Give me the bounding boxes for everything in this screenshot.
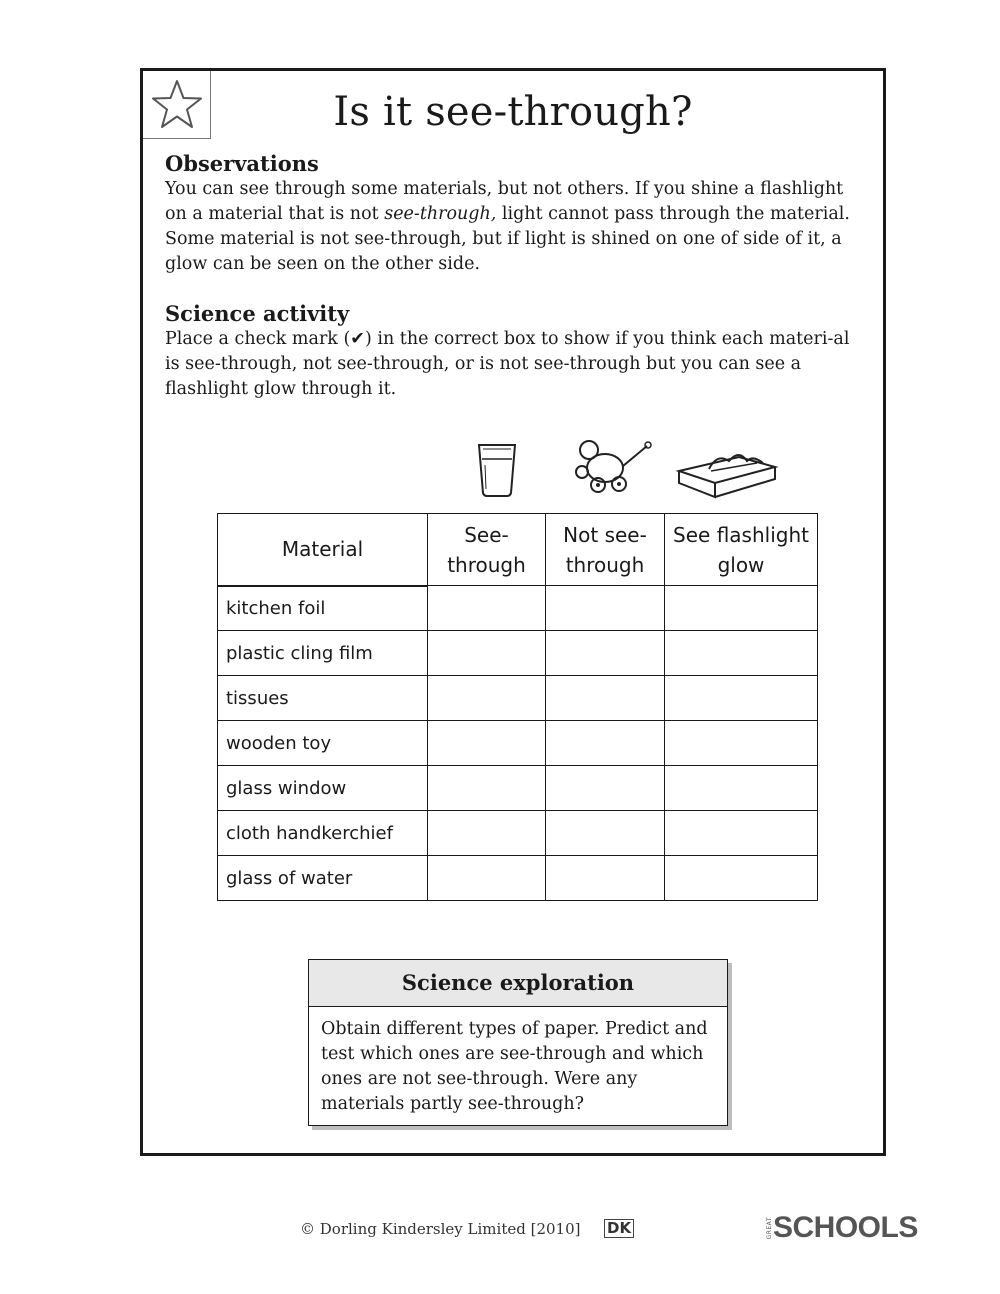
checkbox-cell-not-see-through[interactable] — [546, 721, 665, 766]
material-name: cloth handkerchief — [218, 811, 428, 856]
checkbox-cell-see-through[interactable] — [428, 586, 546, 631]
checkbox-cell-not-see-through[interactable] — [546, 631, 665, 676]
checkbox-cell-not-see-through[interactable] — [546, 676, 665, 721]
wooden-toy-icon — [569, 436, 653, 498]
checkbox-cell-glow[interactable] — [665, 721, 818, 766]
table-row — [218, 721, 818, 766]
worksheet — [140, 68, 886, 1156]
checkbox-cell-glow[interactable] — [665, 856, 818, 901]
emphasis-term: see-through, — [384, 204, 497, 224]
activity-section — [165, 301, 865, 402]
logo-brand-text: SCHOOLS — [773, 1211, 918, 1244]
table-row — [218, 631, 818, 676]
checkbox-cell-not-see-through[interactable] — [546, 586, 665, 631]
table-row — [218, 856, 818, 901]
dk-logo: DK — [604, 1219, 634, 1238]
logo-small-text: GREAT — [766, 1216, 773, 1240]
table-row — [218, 811, 818, 856]
material-name: kitchen foil — [218, 586, 428, 631]
checkbox-cell-see-through[interactable] — [428, 631, 546, 676]
checkbox-cell-glow[interactable] — [665, 586, 818, 631]
activity-text: Place a check mark (✔) in the correct box to show if you think each materi-al is see-through, not see-through, or is not see-through but you can see a flashlight glow through it. — [165, 329, 850, 399]
table-row — [218, 676, 818, 721]
material-name: plastic cling film — [218, 631, 428, 676]
material-name: glass of water — [218, 856, 428, 901]
observations-heading: Observations — [165, 151, 319, 176]
checkbox-cell-see-through[interactable] — [428, 766, 546, 811]
page-title: Is it see-through? — [333, 89, 693, 135]
material-name: glass window — [218, 766, 428, 811]
observations-text: You can see through some materials, but not others. If you shine a flashlight on a material that is not see-through, light cannot pass through the material. Some material is not see-through, but if light is shined on one of side of it, a glow can be seen on the other side. — [165, 179, 850, 274]
checkbox-cell-see-through[interactable] — [428, 811, 546, 856]
checkbox-cell-glow[interactable] — [665, 766, 818, 811]
table-header-row — [218, 514, 818, 586]
observations-section — [165, 151, 865, 277]
greatschools-logo — [766, 1212, 918, 1244]
material-name: tissues — [218, 676, 428, 721]
tissue-box-icon — [673, 443, 779, 499]
science-exploration-box — [308, 959, 728, 1126]
checkbox-cell-not-see-through[interactable] — [546, 766, 665, 811]
checkbox-cell-glow[interactable] — [665, 811, 818, 856]
activity-heading: Science activity — [165, 301, 350, 326]
table-row — [218, 586, 818, 631]
materials-table — [217, 513, 818, 901]
exploration-text: Obtain different types of paper. Predict and test which ones are see-through and which ones are not see-through. Were any materials partly see-through? — [321, 1019, 708, 1114]
header-not-see-through: Not see-through — [546, 514, 665, 586]
exploration-heading: Science exploration — [309, 960, 727, 1007]
header-see-flashlight-glow: See flashlight glow — [665, 514, 818, 586]
glass-of-water-icon — [471, 441, 523, 499]
header-material: Material — [218, 514, 428, 586]
checkbox-cell-not-see-through[interactable] — [546, 856, 665, 901]
checkbox-cell-not-see-through[interactable] — [546, 811, 665, 856]
table-row — [218, 766, 818, 811]
checkbox-cell-see-through[interactable] — [428, 721, 546, 766]
copyright-text: © Dorling Kindersley Limited [2010] — [300, 1220, 581, 1238]
header-see-through: See-through — [428, 514, 546, 586]
checkbox-cell-glow[interactable] — [665, 631, 818, 676]
material-name: wooden toy — [218, 721, 428, 766]
checkbox-cell-glow[interactable] — [665, 676, 818, 721]
checkbox-cell-see-through[interactable] — [428, 676, 546, 721]
checkbox-cell-see-through[interactable] — [428, 856, 546, 901]
